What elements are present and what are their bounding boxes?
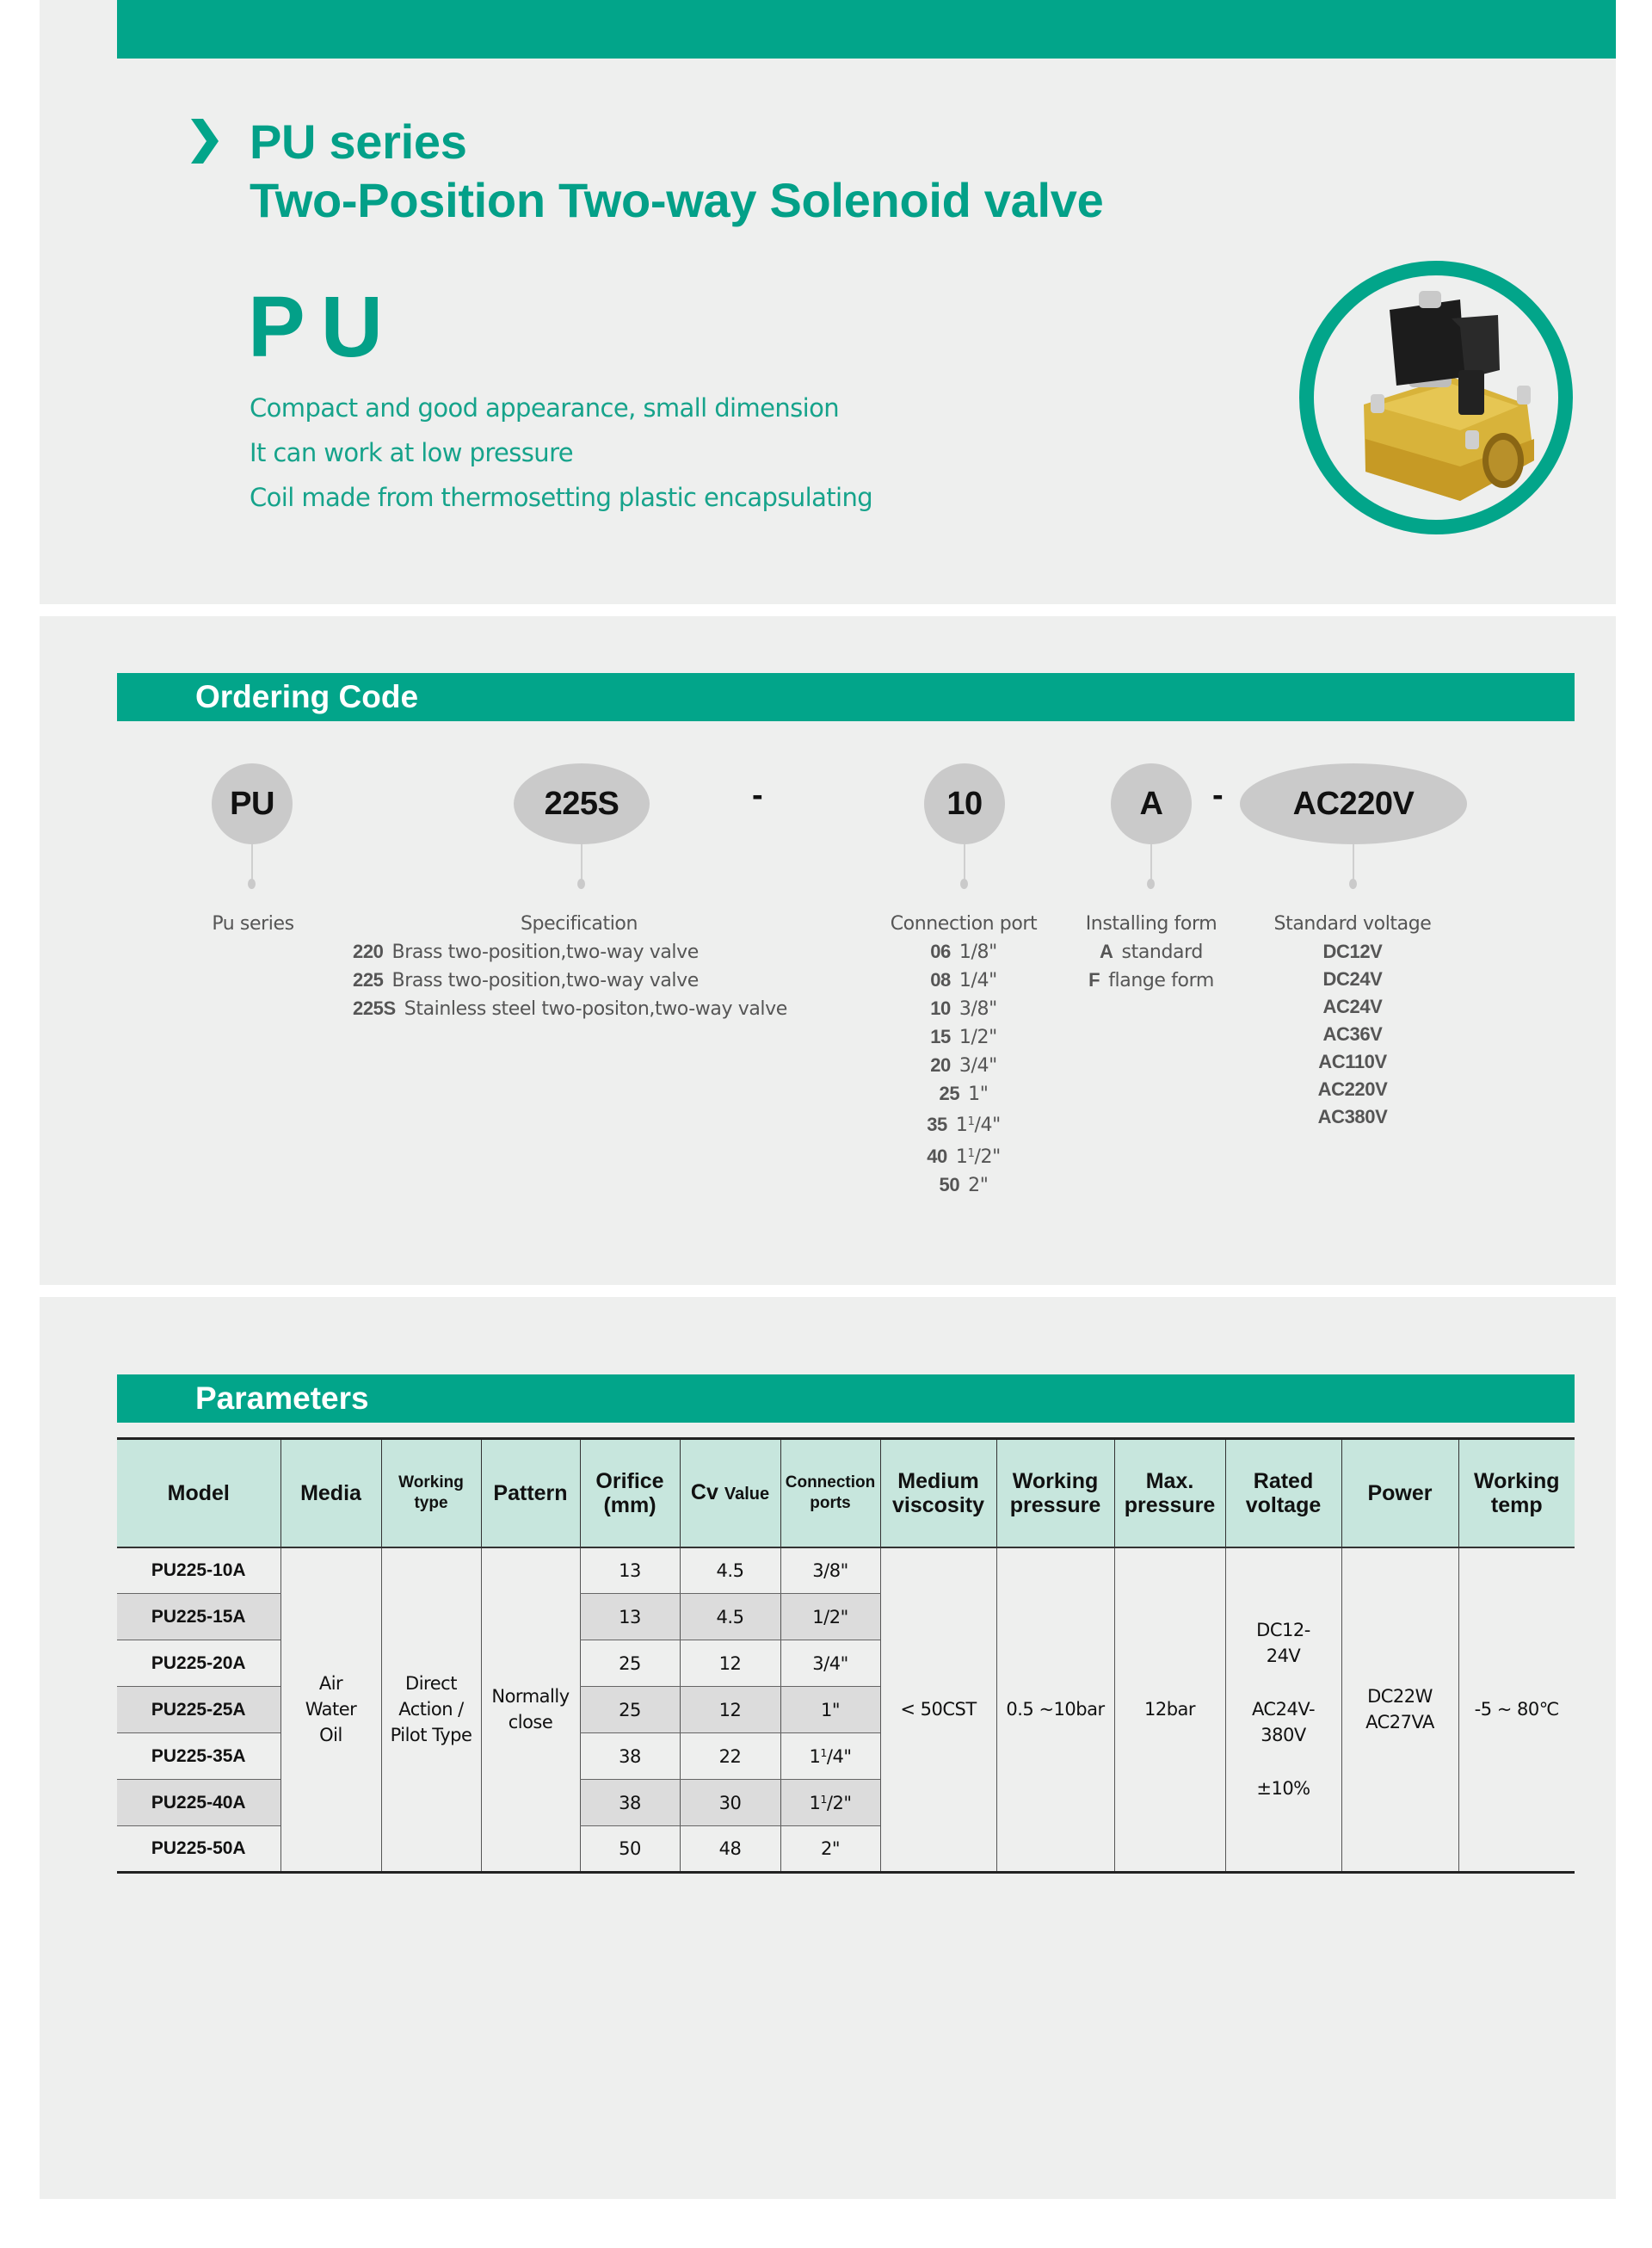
port-cell: 3/4" (780, 1640, 880, 1687)
orifice-cell: 13 (580, 1594, 680, 1640)
specification-item: 225 Brass two-position,two-way valve (353, 969, 699, 991)
port-option: 40 $1^1/2$" (927, 1145, 1001, 1168)
installing-form-column (1067, 911, 1236, 995)
cv-cell: 48 (680, 1826, 780, 1873)
working-temp-cell: -5 ~ 80℃ (1458, 1547, 1575, 1873)
code-separator: - (1212, 777, 1224, 813)
port-option: 10 3/8" (930, 997, 997, 1020)
code-bubble-voltage: AC220V (1240, 763, 1467, 844)
port-option: 15 1/2" (930, 1026, 997, 1048)
product-subtitle: Two-Position Two-way Solenoid valve (250, 173, 1104, 227)
col-header-connection-ports: Connection ports (780, 1439, 880, 1547)
port-cell: 1" (780, 1687, 880, 1733)
model-cell: PU225-10A (117, 1547, 280, 1594)
col-header-max-pressure: Max. pressure (1114, 1439, 1225, 1547)
feature-item: Compact and good appearance, small dimension (250, 393, 840, 423)
product-code: PU (248, 279, 398, 375)
port-cell: 3/8" (780, 1547, 880, 1594)
orifice-cell: 25 (580, 1640, 680, 1687)
cv-cell: 12 (680, 1640, 780, 1687)
code-bubble-connection-port: 10 (924, 763, 1005, 844)
solenoid-valve-image (1314, 275, 1558, 520)
series-title: PU series (250, 114, 467, 169)
port-cell: $1^1/2$" (780, 1780, 880, 1826)
model-cell: PU225-40A (117, 1780, 280, 1826)
orifice-cell: 38 (580, 1733, 680, 1780)
cv-cell: 4.5 (680, 1547, 780, 1594)
max-pressure-cell: 12bar (1114, 1547, 1225, 1873)
model-cell: PU225-50A (117, 1826, 280, 1873)
port-option: 06 1/8" (930, 941, 997, 963)
orifice-cell: 25 (580, 1687, 680, 1733)
voltage-option: AC36V (1322, 1023, 1383, 1045)
col-header-power: Power (1341, 1439, 1458, 1547)
rated-voltage-cell: DC12- 24V AC24V- 380V ±10% (1225, 1547, 1341, 1873)
col-header-working-type: Working type (381, 1439, 481, 1547)
voltage-option: AC380V (1317, 1106, 1388, 1127)
model-cell: PU225-15A (117, 1594, 280, 1640)
connector-line (251, 844, 253, 880)
port-option: 08 1/4" (930, 969, 997, 991)
power-cell: DC22W AC27VA (1341, 1547, 1458, 1873)
media-cell: Air Water Oil (280, 1547, 381, 1873)
voltage-option: DC12V (1322, 941, 1383, 962)
feature-item: Coil made from thermosetting plastic encapsulating (250, 483, 873, 512)
col-header-working-pressure: Working pressure (996, 1439, 1114, 1547)
parameters-table (117, 1437, 1575, 1874)
connector-line (1353, 844, 1354, 880)
port-option: 50 2" (939, 1173, 989, 1196)
col-header-working-temp: Working temp (1458, 1439, 1575, 1547)
port-option: 25 1" (939, 1083, 989, 1105)
col-header-cv-value: Cv Value (680, 1439, 780, 1547)
code-bubble-specification: 225S (514, 763, 650, 844)
series-column (200, 911, 306, 938)
port-option: 35 $1^1/4$" (927, 1114, 1001, 1137)
model-cell: PU225-25A (117, 1687, 280, 1733)
feature-list (250, 386, 872, 520)
connector-dot (960, 879, 968, 889)
cv-cell: 22 (680, 1733, 780, 1780)
voltage-option: DC24V (1322, 968, 1383, 990)
orifice-cell: 38 (580, 1780, 680, 1826)
table-header-row (117, 1439, 1575, 1547)
col-header-pattern: Pattern (481, 1439, 580, 1547)
connector-line (964, 844, 965, 880)
port-cell: 1/2" (780, 1594, 880, 1640)
model-cell: PU225-20A (117, 1640, 280, 1687)
specification-column (353, 911, 817, 1023)
port-cell: $1^1/4$" (780, 1733, 880, 1780)
orifice-cell: 50 (580, 1826, 680, 1873)
connection-port-label: Connection port (890, 913, 1038, 935)
series-label: Pu series (212, 913, 294, 935)
working-type-cell: Direct Action / Pilot Type (381, 1547, 481, 1873)
installing-form-option: A standard (1100, 941, 1203, 963)
connector-dot (1349, 879, 1357, 889)
connection-port-column (878, 911, 1050, 1200)
product-image-frame (1299, 261, 1573, 534)
cv-cell: 12 (680, 1687, 780, 1733)
connector-dot (577, 879, 585, 889)
code-bubble-series: PU (212, 763, 293, 844)
port-cell: 2" (780, 1826, 880, 1873)
connector-dot (1147, 879, 1155, 889)
specification-item: 220 Brass two-position,two-way valve (353, 941, 699, 963)
viscosity-cell: < 50CST (880, 1547, 996, 1873)
cv-cell: 30 (680, 1780, 780, 1826)
chevron-right-icon (188, 119, 222, 164)
col-header-orifice: Orifice (mm) (580, 1439, 680, 1547)
voltage-option: AC110V (1318, 1051, 1387, 1072)
parameters-header: Parameters (117, 1374, 1575, 1423)
col-header-model: Model (117, 1439, 280, 1547)
col-header-medium-viscosity: Medium viscosity (880, 1439, 996, 1547)
working-pressure-cell: 0.5 ~10bar (996, 1547, 1114, 1873)
cv-cell: 4.5 (680, 1594, 780, 1640)
installing-form-option: F flange form (1088, 969, 1214, 991)
voltage-option: AC220V (1317, 1078, 1388, 1100)
col-header-media: Media (280, 1439, 381, 1547)
standard-voltage-label: Standard voltage (1273, 913, 1432, 935)
connector-line (1150, 844, 1152, 880)
top-accent-bar (117, 0, 1616, 59)
table-row (117, 1547, 1575, 1594)
code-bubble-installing-form: A (1111, 763, 1192, 844)
standard-voltage-column (1256, 911, 1449, 1131)
model-cell: PU225-35A (117, 1733, 280, 1780)
orifice-cell: 13 (580, 1547, 680, 1594)
ordering-code-header: Ordering Code (117, 673, 1575, 721)
pattern-cell: Normally close (481, 1547, 580, 1873)
code-separator: - (752, 777, 763, 813)
specification-item: 225S Stainless steel two-positon,two-way valve (353, 997, 787, 1020)
specification-label: Specification (520, 913, 638, 935)
connector-dot (248, 879, 256, 889)
port-option: 20 3/4" (930, 1054, 997, 1077)
installing-form-label: Installing form (1085, 913, 1217, 935)
col-header-rated-voltage: Rated voltage (1225, 1439, 1341, 1547)
connector-line (581, 844, 583, 880)
voltage-option: AC24V (1322, 996, 1383, 1017)
feature-item: It can work at low pressure (250, 438, 574, 467)
